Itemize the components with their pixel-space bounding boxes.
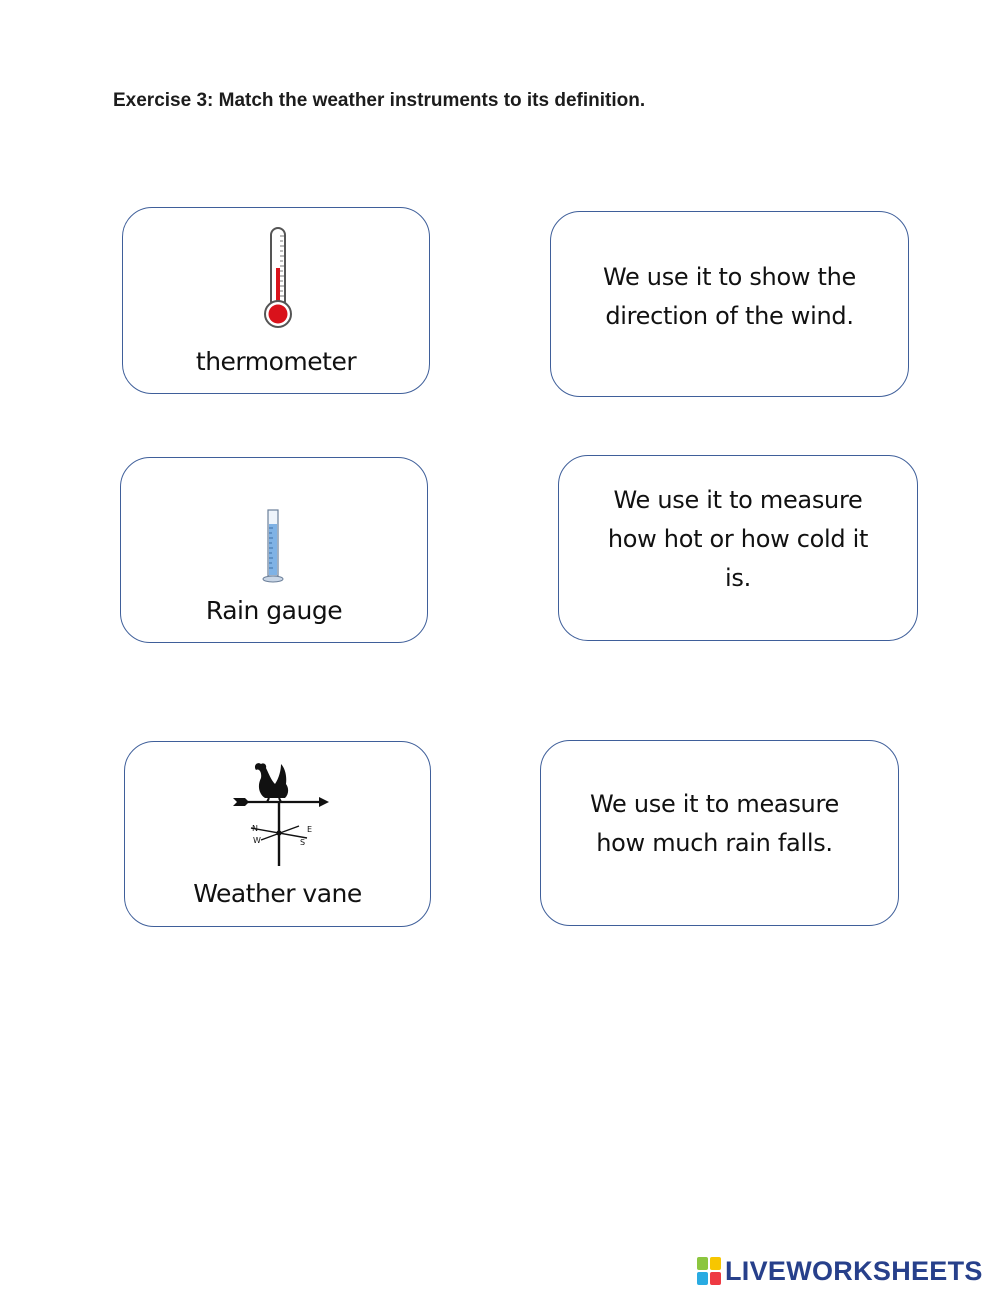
instrument-card-rain-gauge[interactable] [120,457,428,643]
definition-card[interactable] [558,455,918,641]
instrument-card-weather-vane[interactable] [124,741,431,927]
logo-text: LIVEWORKSHEETS [725,1255,983,1286]
instrument-label: Weather vane [193,879,362,908]
thermometer-icon [261,226,295,330]
definition-card[interactable] [550,211,909,397]
definition-line: is. [725,564,751,592]
vane-letter-e: E [307,825,313,834]
rain-gauge-icon [261,508,285,584]
definition-text [551,258,908,336]
weather-vane-icon [229,756,333,868]
definition-card[interactable] [540,740,899,926]
definition-line: We use it to measure [613,486,863,514]
instrument-card-thermometer[interactable] [122,207,430,394]
instrument-label: thermometer [195,347,357,376]
definition-line: direction of the wind. [605,302,854,330]
definition-line: how much rain falls. [596,829,833,857]
definition-text [541,785,888,863]
vane-letter-s: S [300,838,306,847]
vane-letter-w: W [253,836,261,845]
definition-line: We use it to measure [590,790,839,818]
liveworksheets-logo-icon [697,1257,721,1285]
definition-text [559,481,917,598]
exercise-title: Exercise 3: Match the weather instruments to its definition. [113,90,646,111]
vane-letter-n: N [252,824,258,833]
definition-line: We use it to show the [602,263,856,291]
liveworksheets-logo [697,1254,983,1288]
instrument-label: Rain gauge [205,596,343,625]
definition-line: how hot or how cold it [607,525,869,553]
